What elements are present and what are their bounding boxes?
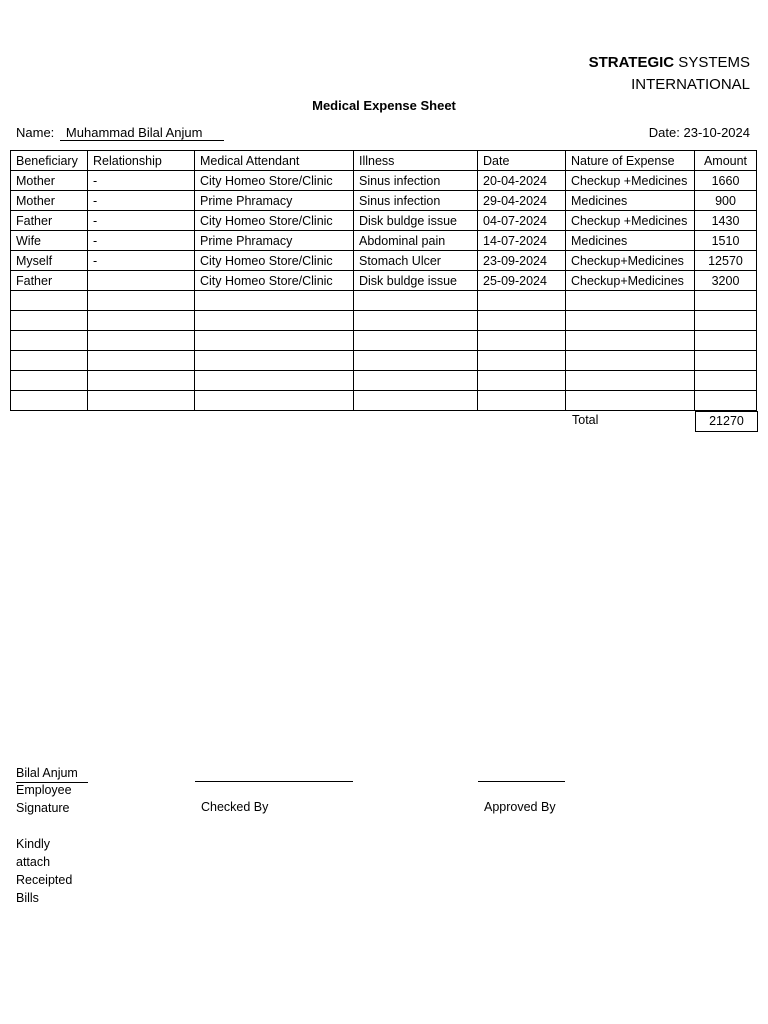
table-row <box>11 191 757 211</box>
cell-date: 29-04-2024 <box>478 191 566 211</box>
name-value: Muhammad Bilal Anjum <box>60 125 225 141</box>
cell-relationship: - <box>88 251 195 271</box>
table-header-row <box>11 151 757 171</box>
table-row <box>11 331 757 351</box>
expense-table-body <box>11 151 757 411</box>
cell-beneficiary: Wife <box>11 231 88 251</box>
cell-relationship: - <box>88 231 195 251</box>
cell-beneficiary <box>11 391 88 411</box>
cell-relationship <box>88 351 195 371</box>
cell-attendant: City Homeo Store/Clinic <box>195 251 354 271</box>
cell-amount: 900 <box>695 191 757 211</box>
column-header-illness: Illness <box>354 151 478 171</box>
checked-by-label: Checked By <box>201 800 269 814</box>
cell-amount: 1660 <box>695 171 757 191</box>
cell-illness <box>354 351 478 371</box>
cell-attendant: Prime Phramacy <box>195 231 354 251</box>
approved-by-signature-line <box>478 781 565 782</box>
cell-attendant <box>195 351 354 371</box>
cell-amount: 1510 <box>695 231 757 251</box>
cell-relationship <box>88 311 195 331</box>
cell-relationship <box>88 391 195 411</box>
cell-relationship: - <box>88 191 195 211</box>
company-name-rest: SYSTEMS <box>674 54 750 71</box>
attach-bills-note: Kindly attach Receipted Bills <box>16 837 73 905</box>
cell-relationship: - <box>88 211 195 231</box>
date-row <box>649 125 750 140</box>
cell-expense-type <box>566 291 695 311</box>
cell-attendant <box>195 311 354 331</box>
cell-beneficiary: Father <box>11 211 88 231</box>
date-value: 23-10-2024 <box>683 125 750 140</box>
column-header-amount: Amount <box>695 151 757 171</box>
company-name-bold: STRATEGIC <box>588 54 675 71</box>
table-row <box>11 271 757 291</box>
cell-expense-type: Checkup+Medicines <box>566 251 695 271</box>
cell-expense-type <box>566 391 695 411</box>
cell-illness <box>354 291 478 311</box>
cell-illness: Stomach Ulcer <box>354 251 478 271</box>
cell-amount <box>695 391 757 411</box>
cell-date <box>478 391 566 411</box>
checked-by-signature-line <box>195 781 353 782</box>
table-row <box>11 171 757 191</box>
cell-illness: Disk buldge issue <box>354 271 478 291</box>
cell-attendant: City Homeo Store/Clinic <box>195 171 354 191</box>
cell-expense-type: Medicines <box>566 231 695 251</box>
table-row <box>11 351 757 371</box>
cell-illness: Sinus infection <box>354 191 478 211</box>
cell-expense-type <box>566 371 695 391</box>
employee-signature-label: Employee Signature <box>16 783 72 815</box>
date-label: Date: <box>648 125 680 140</box>
cell-date <box>478 351 566 371</box>
table-row <box>11 211 757 231</box>
cell-date: 25-09-2024 <box>478 271 566 291</box>
cell-amount: 1430 <box>695 211 757 231</box>
cell-relationship <box>88 331 195 351</box>
cell-amount: 3200 <box>695 271 757 291</box>
cell-relationship <box>88 271 195 291</box>
cell-amount: 12570 <box>695 251 757 271</box>
cell-relationship <box>88 371 195 391</box>
cell-beneficiary <box>11 331 88 351</box>
cell-date <box>478 291 566 311</box>
cell-beneficiary: Mother <box>11 191 88 211</box>
cell-illness <box>354 391 478 411</box>
name-label: Name: <box>16 125 55 140</box>
cell-date <box>478 371 566 391</box>
total-label: Total <box>572 413 599 427</box>
approved-by-label: Approved By <box>484 800 556 814</box>
company-line-1 <box>589 52 750 74</box>
cell-date <box>478 311 566 331</box>
column-header-beneficiary: Beneficiary <box>11 151 88 171</box>
column-header-date: Date <box>478 151 566 171</box>
cell-expense-type: Medicines <box>566 191 695 211</box>
cell-attendant: City Homeo Store/Clinic <box>195 211 354 231</box>
cell-beneficiary: Father <box>11 271 88 291</box>
cell-amount <box>695 291 757 311</box>
cell-relationship <box>88 291 195 311</box>
cell-date: 23-09-2024 <box>478 251 566 271</box>
cell-beneficiary: Myself <box>11 251 88 271</box>
cell-illness <box>354 371 478 391</box>
cell-attendant <box>195 371 354 391</box>
cell-expense-type <box>566 331 695 351</box>
cell-beneficiary <box>11 371 88 391</box>
cell-date <box>478 331 566 351</box>
expense-table <box>10 150 757 411</box>
cell-amount <box>695 331 757 351</box>
cell-illness: Abdominal pain <box>354 231 478 251</box>
table-row <box>11 391 757 411</box>
cell-date: 14-07-2024 <box>478 231 566 251</box>
table-row <box>11 231 757 251</box>
table-row <box>11 251 757 271</box>
employee-name: Bilal Anjum <box>16 764 88 783</box>
cell-expense-type: Checkup+Medicines <box>566 271 695 291</box>
cell-expense-type <box>566 351 695 371</box>
cell-attendant <box>195 331 354 351</box>
cell-attendant <box>195 291 354 311</box>
cell-date: 04-07-2024 <box>478 211 566 231</box>
company-line-2: INTERNATIONAL <box>631 76 750 93</box>
cell-expense-type: Checkup +Medicines <box>566 171 695 191</box>
total-value: 21270 <box>695 411 758 432</box>
cell-beneficiary: Mother <box>11 171 88 191</box>
cell-date: 20-04-2024 <box>478 171 566 191</box>
cell-attendant: Prime Phramacy <box>195 191 354 211</box>
cell-illness: Disk buldge issue <box>354 211 478 231</box>
table-row <box>11 371 757 391</box>
table-row <box>11 311 757 331</box>
cell-amount <box>695 351 757 371</box>
cell-illness <box>354 331 478 351</box>
cell-attendant: City Homeo Store/Clinic <box>195 271 354 291</box>
cell-beneficiary <box>11 351 88 371</box>
cell-relationship: - <box>88 171 195 191</box>
cell-beneficiary <box>11 291 88 311</box>
cell-amount <box>695 371 757 391</box>
cell-expense-type <box>566 311 695 331</box>
name-row <box>16 125 224 141</box>
column-header-relationship: Relationship <box>88 151 195 171</box>
cell-expense-type: Checkup +Medicines <box>566 211 695 231</box>
cell-attendant <box>195 391 354 411</box>
document-title: Medical Expense Sheet <box>312 98 456 113</box>
cell-illness <box>354 311 478 331</box>
table-row <box>11 291 757 311</box>
company-name <box>589 52 750 96</box>
cell-amount <box>695 311 757 331</box>
column-header-attendant: Medical Attendant <box>195 151 354 171</box>
cell-beneficiary <box>11 311 88 331</box>
cell-illness: Sinus infection <box>354 171 478 191</box>
column-header-expense-type: Nature of Expense <box>566 151 695 171</box>
